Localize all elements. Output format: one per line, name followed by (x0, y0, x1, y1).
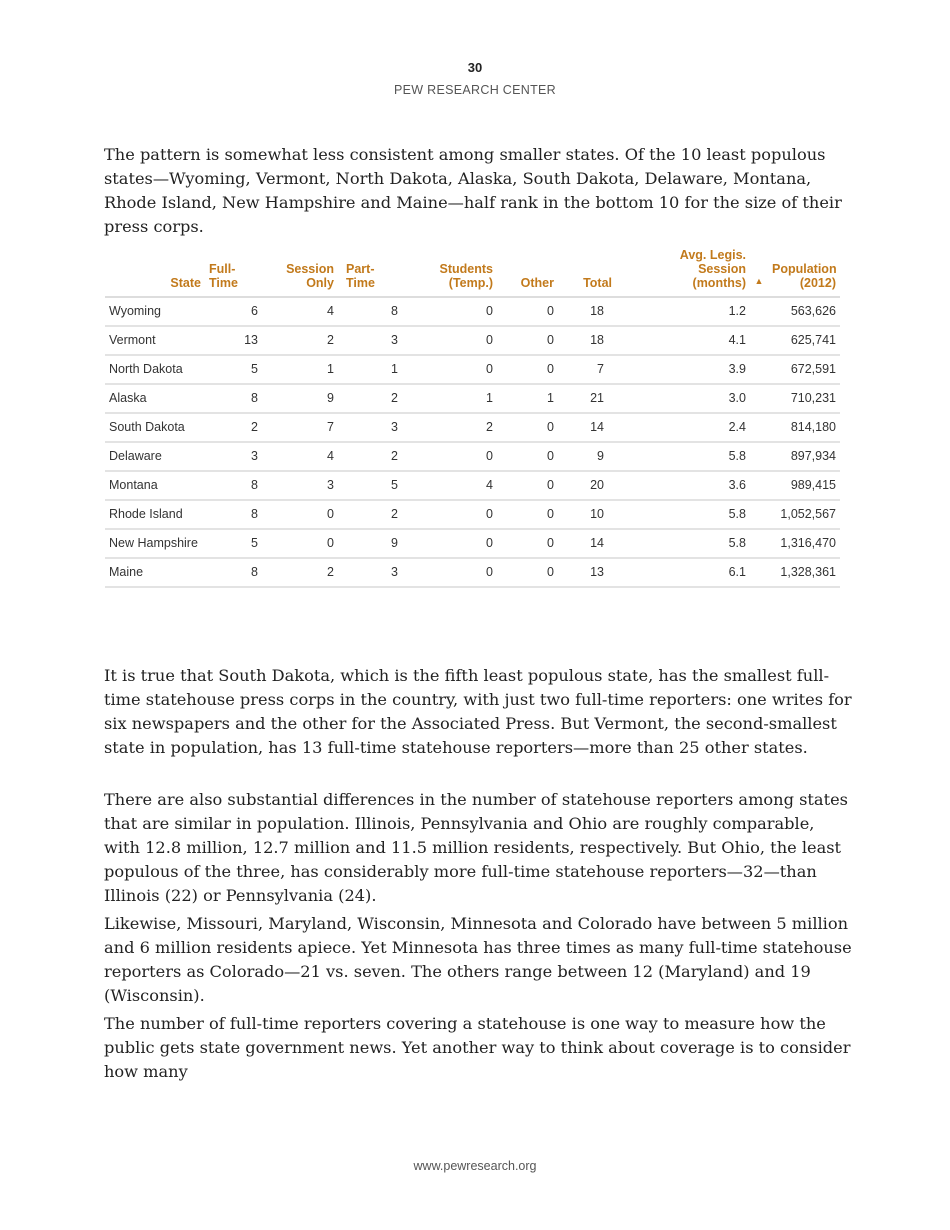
cell-full-time: 13 (205, 326, 262, 355)
paragraph-south-dakota: It is true that South Dakota, which is the fifth least populous state, has the smallest full-time statehouse press corps in the country, with just two full-time reporters: one writes for six newspapers and the other for the Associated Press. But Vermont, the second-smallest state in population, has 13 full-time statehouse reporters—more than 25 other states. (104, 666, 852, 757)
cell-total: 18 (558, 326, 616, 355)
cell-part-time: 1 (338, 355, 402, 384)
table-row (105, 500, 840, 529)
cell-other: 0 (497, 297, 558, 326)
cell-session-only: 1 (262, 355, 338, 384)
cell-total: 9 (558, 442, 616, 471)
cell-part-time: 3 (338, 413, 402, 442)
cell-state: Wyoming (105, 297, 205, 326)
table-row (105, 413, 840, 442)
cell-sort-spacer (750, 471, 768, 500)
cell-session-only: 7 (262, 413, 338, 442)
cell-avg-session: 2.4 (616, 413, 750, 442)
intro-paragraph: The pattern is somewhat less consistent among smaller states. Of the 10 least populous states—Wyoming, Vermont, North Dakota, Alaska, South Dakota, Delaware, Montana, Rhode Island, New Hampshire and Maine—half rank in the bottom 10 for the size of their press corps. (104, 145, 842, 236)
cell-population: 563,626 (768, 297, 840, 326)
cell-session-only: 4 (262, 297, 338, 326)
cell-part-time: 3 (338, 326, 402, 355)
cell-sort-spacer (750, 500, 768, 529)
footer-url: www.pewresearch.org (413, 1159, 537, 1173)
cell-students: 0 (402, 326, 497, 355)
table-row (105, 471, 840, 500)
table-row (105, 529, 840, 558)
cell-avg-session: 3.9 (616, 355, 750, 384)
cell-students: 2 (402, 413, 497, 442)
cell-population: 814,180 (768, 413, 840, 442)
cell-other: 0 (497, 326, 558, 355)
cell-session-only: 3 (262, 471, 338, 500)
table-row (105, 326, 840, 355)
cell-sort-spacer (750, 442, 768, 471)
cell-session-only: 2 (262, 558, 338, 587)
header-students[interactable]: Students (Temp.) (402, 248, 497, 297)
paragraph-coverage: The number of full-time reporters covering a statehouse is one way to measure how the public gets state government news. Yet another way to think about coverage is to consider how many (104, 1014, 851, 1081)
cell-population: 1,052,567 (768, 500, 840, 529)
cell-session-only: 0 (262, 529, 338, 558)
header-avg-session[interactable]: Avg. Legis. Session (months) (616, 248, 750, 297)
cell-full-time: 3 (205, 442, 262, 471)
cell-session-only: 0 (262, 500, 338, 529)
cell-avg-session: 3.0 (616, 384, 750, 413)
cell-sort-spacer (750, 297, 768, 326)
cell-avg-session: 6.1 (616, 558, 750, 587)
cell-students: 0 (402, 529, 497, 558)
cell-other: 0 (497, 355, 558, 384)
cell-sort-spacer (750, 326, 768, 355)
cell-population: 989,415 (768, 471, 840, 500)
table-row (105, 384, 840, 413)
cell-students: 0 (402, 500, 497, 529)
cell-full-time: 5 (205, 355, 262, 384)
cell-part-time: 8 (338, 297, 402, 326)
cell-total: 7 (558, 355, 616, 384)
cell-state: Maine (105, 558, 205, 587)
header-total[interactable]: Total (558, 248, 616, 297)
cell-avg-session: 5.8 (616, 529, 750, 558)
table-row (105, 297, 840, 326)
cell-part-time: 5 (338, 471, 402, 500)
cell-full-time: 5 (205, 529, 262, 558)
cell-population: 1,316,470 (768, 529, 840, 558)
cell-part-time: 2 (338, 500, 402, 529)
cell-sort-spacer (750, 413, 768, 442)
cell-state: Vermont (105, 326, 205, 355)
cell-part-time: 2 (338, 384, 402, 413)
cell-sort-spacer (750, 529, 768, 558)
cell-avg-session: 5.8 (616, 500, 750, 529)
page-number: 30 (467, 60, 483, 75)
cell-students: 4 (402, 471, 497, 500)
cell-other: 0 (497, 500, 558, 529)
cell-other: 0 (497, 471, 558, 500)
cell-other: 0 (497, 413, 558, 442)
cell-state: Alaska (105, 384, 205, 413)
cell-state: New Hampshire (105, 529, 205, 558)
cell-total: 13 (558, 558, 616, 587)
header-other[interactable]: Other (497, 248, 558, 297)
cell-part-time: 9 (338, 529, 402, 558)
table-row (105, 355, 840, 384)
cell-session-only: 2 (262, 326, 338, 355)
cell-full-time: 8 (205, 500, 262, 529)
cell-state: Montana (105, 471, 205, 500)
cell-session-only: 9 (262, 384, 338, 413)
cell-population: 625,741 (768, 326, 840, 355)
cell-state: North Dakota (105, 355, 205, 384)
cell-full-time: 8 (205, 384, 262, 413)
sort-ascending-icon[interactable]: ▲ (750, 248, 768, 297)
cell-session-only: 4 (262, 442, 338, 471)
cell-total: 10 (558, 500, 616, 529)
cell-population: 897,934 (768, 442, 840, 471)
press-corps-table (105, 248, 840, 588)
table-row (105, 558, 840, 587)
cell-population: 672,591 (768, 355, 840, 384)
table-row (105, 442, 840, 471)
cell-students: 1 (402, 384, 497, 413)
cell-students: 0 (402, 355, 497, 384)
paragraph-similar-population: There are also substantial differences in the number of statehouse reporters among states that are similar in population. Illinois, Pennsylvania and Ohio are roughly comparable, with 12.8 million, 12.7 million and 11.5 million residents, respectively. But Ohio, the least populous of the three, has considerably more full-time statehouse reporters—32—than Illinois (22) or Pennsylvania (24). (104, 790, 848, 905)
cell-other: 0 (497, 558, 558, 587)
cell-state: Delaware (105, 442, 205, 471)
cell-total: 18 (558, 297, 616, 326)
cell-sort-spacer (750, 558, 768, 587)
cell-total: 21 (558, 384, 616, 413)
cell-full-time: 8 (205, 471, 262, 500)
cell-state: Rhode Island (105, 500, 205, 529)
cell-other: 0 (497, 442, 558, 471)
header-part-time[interactable]: Part- Time (338, 248, 402, 297)
cell-avg-session: 1.2 (616, 297, 750, 326)
cell-full-time: 8 (205, 558, 262, 587)
cell-population: 710,231 (768, 384, 840, 413)
cell-sort-spacer (750, 355, 768, 384)
cell-full-time: 6 (205, 297, 262, 326)
cell-total: 20 (558, 471, 616, 500)
header-population[interactable]: Population (2012) (768, 248, 840, 297)
cell-students: 0 (402, 442, 497, 471)
cell-other: 1 (497, 384, 558, 413)
cell-avg-session: 5.8 (616, 442, 750, 471)
cell-state: South Dakota (105, 413, 205, 442)
table-header-row (105, 248, 840, 297)
header-session-only[interactable]: Session Only (262, 248, 338, 297)
organization-name: PEW RESEARCH CENTER (394, 83, 556, 97)
cell-total: 14 (558, 529, 616, 558)
cell-full-time: 2 (205, 413, 262, 442)
header-full-time[interactable]: Full- Time (205, 248, 262, 297)
cell-part-time: 2 (338, 442, 402, 471)
cell-total: 14 (558, 413, 616, 442)
header-state[interactable]: State (105, 248, 205, 297)
cell-population: 1,328,361 (768, 558, 840, 587)
cell-avg-session: 3.6 (616, 471, 750, 500)
cell-avg-session: 4.1 (616, 326, 750, 355)
cell-students: 0 (402, 297, 497, 326)
cell-students: 0 (402, 558, 497, 587)
paragraph-midsize-states: Likewise, Missouri, Maryland, Wisconsin, Minnesota and Colorado have between 5 million and 6 million residents apiece. Yet Minnesota has three times as many full-time statehouse reporters as Colorado—21 vs. seven. The others range between 12 (Maryland) and 19 (Wisconsin). (104, 914, 852, 1005)
cell-part-time: 3 (338, 558, 402, 587)
cell-other: 0 (497, 529, 558, 558)
cell-sort-spacer (750, 384, 768, 413)
